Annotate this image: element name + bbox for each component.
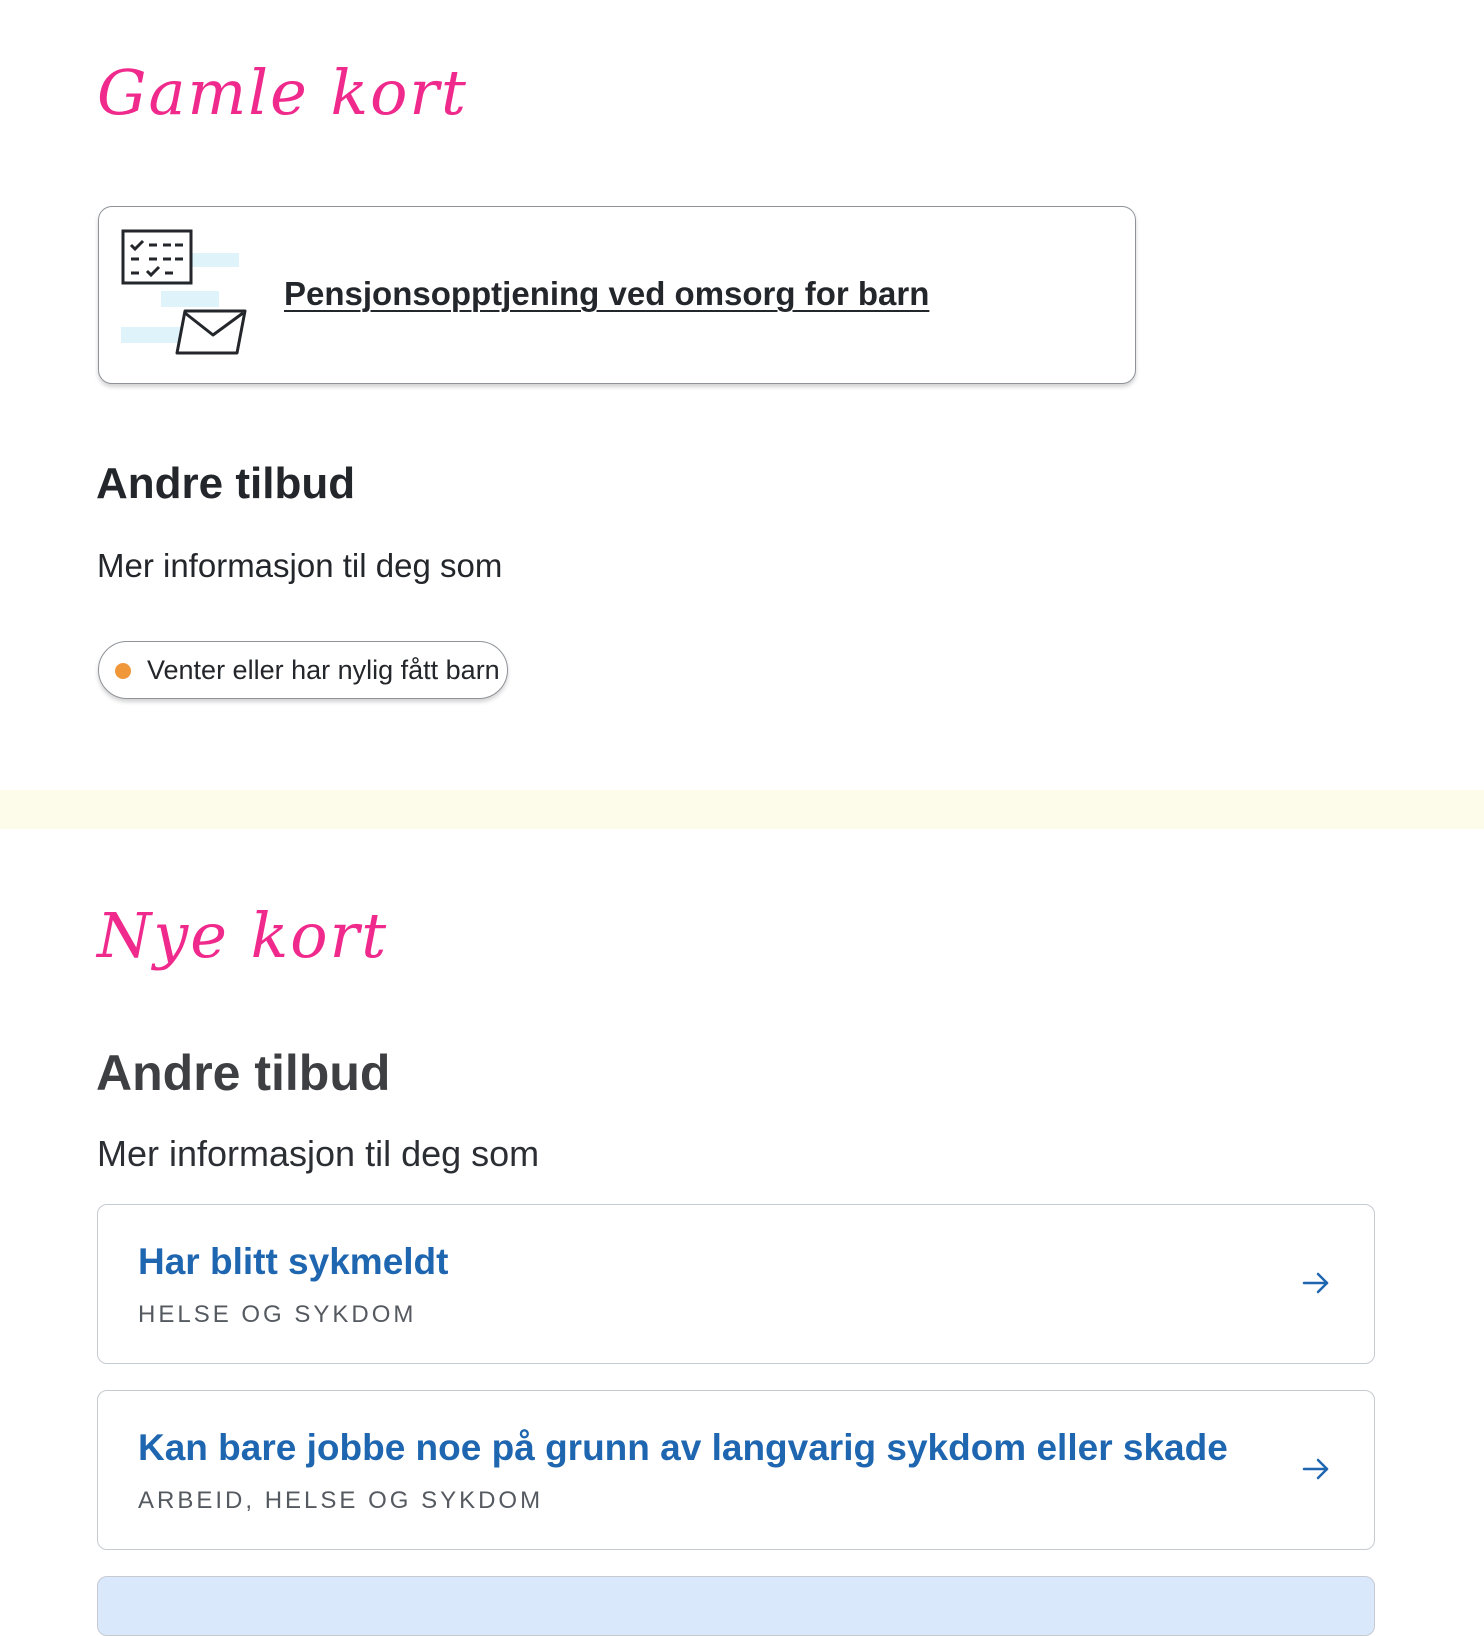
- chip-label: Venter eller har nylig fått barn: [147, 655, 500, 685]
- expecting-child-chip[interactable]: [98, 641, 508, 699]
- old-cards-section: [0, 0, 1484, 790]
- new-cards-label: Nye kort: [97, 899, 389, 972]
- long-term-illness-card[interactable]: [97, 1390, 1375, 1550]
- card-title[interactable]: Kan bare jobbe noe på grunn av langvarig sykdom eller skade: [138, 1427, 1228, 1468]
- highlighted-card-partial[interactable]: [97, 1576, 1375, 1636]
- other-offers-subtext: Mer informasjon til deg som: [97, 547, 503, 584]
- section-divider: [0, 790, 1484, 829]
- sick-leave-card[interactable]: [97, 1204, 1375, 1364]
- status-dot-icon: [115, 663, 131, 679]
- pension-card-title[interactable]: Pensjonsopptjening ved omsorg for barn: [284, 275, 930, 312]
- arrow-right-icon[interactable]: [1301, 1455, 1331, 1483]
- other-offers-heading-new: Andre tilbud: [96, 1045, 391, 1101]
- card-title[interactable]: Har blitt sykmeldt: [138, 1241, 449, 1282]
- old-cards-label: Gamle kort: [97, 56, 468, 129]
- other-offers-heading: Andre tilbud: [96, 459, 356, 508]
- card-category: ARBEID, HELSE OG SYKDOM: [138, 1487, 544, 1514]
- arrow-right-icon[interactable]: [1301, 1269, 1331, 1297]
- pension-card[interactable]: [98, 206, 1136, 384]
- checklist-envelope-illustration: [121, 229, 251, 359]
- other-offers-subtext-new: Mer informasjon til deg som: [97, 1133, 540, 1174]
- card-category: HELSE OG SYKDOM: [138, 1301, 417, 1328]
